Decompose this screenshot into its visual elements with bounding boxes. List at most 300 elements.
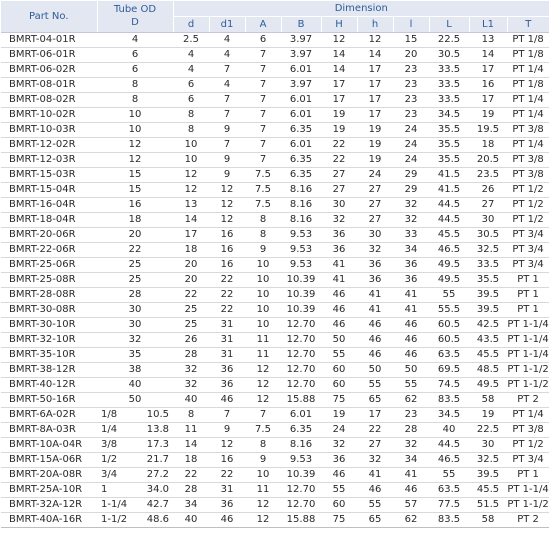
- dim-cell-d: 40: [173, 513, 209, 528]
- dim-cell-l1: 27: [469, 198, 507, 213]
- dim-cell-l1: 45.5: [469, 348, 507, 363]
- dim-cell-h-lower: 27: [357, 438, 393, 453]
- tube-od-inch: 1/4: [101, 424, 118, 435]
- dim-cell-d: 10: [173, 138, 209, 153]
- dim-cell-t: PT 1/2: [507, 438, 549, 453]
- tube-od-inch: 1-1/4: [101, 499, 128, 510]
- part-number-cell: BMRT-06-01R: [1, 48, 97, 63]
- dim-cell-d: 10: [173, 153, 209, 168]
- dim-cell-h-lower: 46: [357, 483, 393, 498]
- table-row: [1, 168, 549, 183]
- part-number-cell: BMRT-6A-02R: [1, 408, 97, 423]
- dim-cell-l-lower: 62: [393, 513, 429, 528]
- dim-cell-l1: 33.5: [469, 258, 507, 273]
- dim-cell-d: 25: [173, 303, 209, 318]
- dim-cell-a: 8: [245, 438, 281, 453]
- dim-cell-t: PT 1/8: [507, 48, 549, 63]
- dim-cell-l1: 45.5: [469, 483, 507, 498]
- dim-cell-d1: 4: [209, 33, 245, 48]
- dim-cell-h-lower: 19: [357, 153, 393, 168]
- dim-cell-h-lower: 36: [357, 273, 393, 288]
- dim-cell-b: 12.70: [281, 348, 321, 363]
- dim-cell-b: 8.16: [281, 198, 321, 213]
- dim-cell-d: 14: [173, 438, 209, 453]
- tube-od-cell: 32: [97, 333, 173, 348]
- dim-cell-d: 6: [173, 93, 209, 108]
- dim-cell-h-upper: 50: [321, 333, 357, 348]
- dim-cell-d: 8: [173, 408, 209, 423]
- dim-cell-l-upper: 55: [429, 468, 469, 483]
- dim-cell-l1: 14: [469, 48, 507, 63]
- dim-cell-b: 9.53: [281, 453, 321, 468]
- dim-cell-h-upper: 46: [321, 468, 357, 483]
- part-number-cell: BMRT-35-10R: [1, 348, 97, 363]
- part-number-cell: BMRT-8A-03R: [1, 423, 97, 438]
- dim-cell-l-lower: 23: [393, 93, 429, 108]
- dim-cell-l1: 48.5: [469, 363, 507, 378]
- dim-cell-d1: 12: [209, 438, 245, 453]
- dim-cell-l-lower: 24: [393, 138, 429, 153]
- dim-cell-t: PT 1/8: [507, 78, 549, 93]
- dim-cell-l1: 17: [469, 93, 507, 108]
- dimension-spec-table: [1, 1, 549, 528]
- dim-cell-l1: 19: [469, 108, 507, 123]
- dim-cell-l-upper: 46.5: [429, 453, 469, 468]
- dim-cell-d1: 16: [209, 453, 245, 468]
- dim-cell-h-lower: 17: [357, 108, 393, 123]
- tube-od-cell: 35: [97, 348, 173, 363]
- dim-cell-l-lower: 57: [393, 498, 429, 513]
- dim-cell-b: 9.53: [281, 243, 321, 258]
- dim-cell-t: PT 3/8: [507, 153, 549, 168]
- part-number-cell: BMRT-12-02R: [1, 138, 97, 153]
- tube-od-inch: 1: [101, 484, 108, 495]
- header-tube-od: [97, 1, 173, 33]
- dim-cell-d1: 36: [209, 498, 245, 513]
- dim-cell-d1: 4: [209, 78, 245, 93]
- dim-cell-l-lower: 36: [393, 258, 429, 273]
- dim-cell-l1: 32.5: [469, 453, 507, 468]
- dim-cell-l-lower: 46: [393, 483, 429, 498]
- dim-cell-t: PT 3/4: [507, 228, 549, 243]
- dim-cell-h-lower: 46: [357, 333, 393, 348]
- dim-cell-b: 10.39: [281, 468, 321, 483]
- dim-cell-h-lower: 46: [357, 318, 393, 333]
- dim-cell-h-lower: 41: [357, 288, 393, 303]
- dim-cell-l-upper: 55: [429, 288, 469, 303]
- tube-od-cell: [97, 453, 173, 468]
- dim-cell-h-lower: 32: [357, 453, 393, 468]
- dim-cell-l-lower: 23: [393, 408, 429, 423]
- table-row: [1, 258, 549, 273]
- tube-od-mm: 17.3: [146, 439, 169, 450]
- dim-cell-b: 6.01: [281, 408, 321, 423]
- table-row: [1, 183, 549, 198]
- header-col-a: A: [245, 17, 281, 33]
- table-row: [1, 453, 549, 468]
- dim-cell-h-upper: 22: [321, 138, 357, 153]
- tube-od-cell: 10: [97, 108, 173, 123]
- dim-cell-l1: 39.5: [469, 303, 507, 318]
- dim-cell-l1: 58: [469, 513, 507, 528]
- dim-cell-l-upper: 63.5: [429, 348, 469, 363]
- dim-cell-l-lower: 34: [393, 453, 429, 468]
- table-row: [1, 63, 549, 78]
- dim-cell-b: 10.39: [281, 303, 321, 318]
- tube-od-cell: 6: [97, 48, 173, 63]
- dim-cell-t: PT 3/4: [507, 243, 549, 258]
- part-number-cell: BMRT-30-08R: [1, 303, 97, 318]
- dim-cell-b: 12.70: [281, 498, 321, 513]
- dim-cell-a: 11: [245, 348, 281, 363]
- header-col-h-lower: h: [357, 17, 393, 33]
- part-number-cell: BMRT-50-16R: [1, 393, 97, 408]
- tube-od-cell: [97, 468, 173, 483]
- dim-cell-t: PT 1: [507, 288, 549, 303]
- part-number-cell: BMRT-40A-16R: [1, 513, 97, 528]
- dim-cell-l-lower: 29: [393, 183, 429, 198]
- dim-cell-d: 28: [173, 348, 209, 363]
- tube-od-inch: 1/8: [101, 409, 118, 420]
- dim-cell-b: 8.16: [281, 183, 321, 198]
- dim-cell-l-upper: 33.5: [429, 63, 469, 78]
- dim-cell-l-upper: 41.5: [429, 183, 469, 198]
- dim-cell-d: 13: [173, 198, 209, 213]
- dim-cell-t: PT 1: [507, 303, 549, 318]
- dim-cell-t: PT 1-1/2: [507, 498, 549, 513]
- table-row: [1, 138, 549, 153]
- dim-cell-l-upper: 22.5: [429, 33, 469, 48]
- dim-cell-l1: 35.5: [469, 273, 507, 288]
- part-number-cell: BMRT-15-03R: [1, 168, 97, 183]
- dim-cell-h-lower: 36: [357, 258, 393, 273]
- dim-cell-d: 26: [173, 333, 209, 348]
- dim-cell-l-lower: 41: [393, 303, 429, 318]
- dim-cell-h-upper: 55: [321, 483, 357, 498]
- dim-cell-a: 7: [245, 93, 281, 108]
- dim-cell-l1: 39.5: [469, 468, 507, 483]
- tube-od-cell: 15: [97, 183, 173, 198]
- dim-cell-d: 2.5: [173, 33, 209, 48]
- dim-cell-b: 3.97: [281, 33, 321, 48]
- part-number-cell: BMRT-25-06R: [1, 258, 97, 273]
- table-body: [1, 33, 549, 528]
- tube-od-cell: 30: [97, 303, 173, 318]
- dim-cell-h-upper: 27: [321, 168, 357, 183]
- dim-cell-d1: 22: [209, 303, 245, 318]
- dim-cell-d1: 9: [209, 168, 245, 183]
- dim-cell-b: 6.01: [281, 93, 321, 108]
- tube-od-cell: 28: [97, 288, 173, 303]
- dim-cell-l1: 26: [469, 183, 507, 198]
- dim-cell-h-lower: 22: [357, 423, 393, 438]
- dim-cell-a: 9: [245, 453, 281, 468]
- dim-cell-a: 7: [245, 123, 281, 138]
- tube-od-mm: 13.8: [146, 424, 169, 435]
- dim-cell-b: 6.35: [281, 168, 321, 183]
- dim-cell-a: 10: [245, 318, 281, 333]
- tube-od-cell: 12: [97, 153, 173, 168]
- dim-cell-d1: 9: [209, 423, 245, 438]
- dim-cell-t: PT 1/2: [507, 198, 549, 213]
- dim-cell-h-upper: 14: [321, 48, 357, 63]
- dim-cell-a: 7.5: [245, 168, 281, 183]
- tube-od-cell: 10: [97, 123, 173, 138]
- header-tube-od-symbol: D: [131, 17, 139, 28]
- dim-cell-d1: 16: [209, 228, 245, 243]
- tube-od-cell: 20: [97, 228, 173, 243]
- dim-cell-d1: 36: [209, 363, 245, 378]
- tube-od-mm: 34.0: [146, 484, 169, 495]
- tube-od-cell: [97, 408, 173, 423]
- dim-cell-d: 11: [173, 423, 209, 438]
- dim-cell-d1: 4: [209, 48, 245, 63]
- dim-cell-l1: 17: [469, 63, 507, 78]
- part-number-cell: BMRT-32A-12R: [1, 498, 97, 513]
- dim-cell-a: 10: [245, 288, 281, 303]
- dim-cell-t: PT 3/8: [507, 168, 549, 183]
- dim-cell-b: 12.70: [281, 333, 321, 348]
- part-number-cell: BMRT-38-12R: [1, 363, 97, 378]
- tube-od-cell: [97, 498, 173, 513]
- dim-cell-t: PT 1/2: [507, 183, 549, 198]
- dim-cell-l-upper: 55.5: [429, 303, 469, 318]
- dim-cell-d1: 12: [209, 213, 245, 228]
- dim-cell-t: PT 1/2: [507, 213, 549, 228]
- dim-cell-h-lower: 27: [357, 213, 393, 228]
- table-row: [1, 348, 549, 363]
- dim-cell-h-upper: 36: [321, 453, 357, 468]
- dim-cell-a: 7: [245, 408, 281, 423]
- part-number-cell: BMRT-10-03R: [1, 123, 97, 138]
- dim-cell-d: 8: [173, 108, 209, 123]
- dim-cell-b: 3.97: [281, 48, 321, 63]
- tube-od-mm: 42.7: [146, 499, 169, 510]
- dim-cell-l-upper: 44.5: [429, 438, 469, 453]
- part-number-cell: BMRT-12-03R: [1, 153, 97, 168]
- dim-cell-d: 32: [173, 378, 209, 393]
- tube-od-inch: 1/2: [101, 454, 118, 465]
- dim-cell-h-upper: 36: [321, 228, 357, 243]
- header-col-l-lower: l: [393, 17, 429, 33]
- dim-cell-h-upper: 17: [321, 93, 357, 108]
- table-header: [1, 1, 549, 33]
- dim-cell-l-lower: 32: [393, 213, 429, 228]
- part-number-cell: BMRT-30-10R: [1, 318, 97, 333]
- table-row: [1, 408, 549, 423]
- dim-cell-d: 22: [173, 288, 209, 303]
- table-row: [1, 288, 549, 303]
- tube-od-cell: [97, 438, 173, 453]
- table-row: [1, 78, 549, 93]
- dim-cell-t: PT 1/8: [507, 33, 549, 48]
- dim-cell-b: 6.35: [281, 153, 321, 168]
- dim-cell-l-lower: 28: [393, 423, 429, 438]
- dim-cell-h-upper: 46: [321, 318, 357, 333]
- dim-cell-h-upper: 46: [321, 288, 357, 303]
- part-number-cell: BMRT-15-04R: [1, 183, 97, 198]
- dim-cell-b: 12.70: [281, 378, 321, 393]
- dim-cell-d: 32: [173, 363, 209, 378]
- dim-cell-h-upper: 46: [321, 303, 357, 318]
- dim-cell-h-upper: 60: [321, 378, 357, 393]
- dim-cell-l-upper: 34.5: [429, 408, 469, 423]
- dim-cell-b: 6.35: [281, 123, 321, 138]
- dim-cell-h-upper: 27: [321, 183, 357, 198]
- dim-cell-d1: 7: [209, 108, 245, 123]
- dim-cell-l-upper: 49.5: [429, 258, 469, 273]
- header-col-b: B: [281, 17, 321, 33]
- dim-cell-d1: 22: [209, 273, 245, 288]
- dim-cell-a: 10: [245, 258, 281, 273]
- header-col-l-upper: L: [429, 17, 469, 33]
- dim-cell-t: PT 2: [507, 393, 549, 408]
- dim-cell-h-lower: 50: [357, 363, 393, 378]
- tube-od-inch: 3/4: [101, 469, 118, 480]
- tube-od-cell: 22: [97, 243, 173, 258]
- table-row: [1, 273, 549, 288]
- dim-cell-d: 18: [173, 243, 209, 258]
- table-row: [1, 468, 549, 483]
- dim-cell-b: 6.01: [281, 108, 321, 123]
- dim-cell-l-upper: 41.5: [429, 168, 469, 183]
- dim-cell-l1: 23.5: [469, 168, 507, 183]
- dim-cell-l-upper: 83.5: [429, 393, 469, 408]
- dim-cell-b: 9.53: [281, 258, 321, 273]
- tube-od-mm: 10.5: [146, 409, 169, 420]
- dim-cell-d: 17: [173, 228, 209, 243]
- dim-cell-a: 10: [245, 303, 281, 318]
- dim-cell-d: 28: [173, 483, 209, 498]
- dim-cell-a: 7: [245, 48, 281, 63]
- dim-cell-h-upper: 19: [321, 108, 357, 123]
- dim-cell-l-lower: 41: [393, 288, 429, 303]
- tube-od-cell: 40: [97, 378, 173, 393]
- dim-cell-l-upper: 77.5: [429, 498, 469, 513]
- dim-cell-d1: 16: [209, 258, 245, 273]
- tube-od-inch: 1-1/2: [101, 514, 128, 525]
- dim-cell-d: 40: [173, 393, 209, 408]
- dim-cell-d1: 31: [209, 348, 245, 363]
- dim-cell-l-lower: 41: [393, 468, 429, 483]
- dim-cell-l-lower: 24: [393, 153, 429, 168]
- dim-cell-l-lower: 46: [393, 318, 429, 333]
- part-number-cell: BMRT-22-06R: [1, 243, 97, 258]
- dim-cell-t: PT 1-1/4: [507, 318, 549, 333]
- header-dimension: Dimension: [173, 1, 549, 17]
- dim-cell-d1: 9: [209, 123, 245, 138]
- dim-cell-h-upper: 12: [321, 33, 357, 48]
- tube-od-cell: [97, 513, 173, 528]
- dim-cell-h-upper: 60: [321, 498, 357, 513]
- dim-cell-a: 10: [245, 273, 281, 288]
- dim-cell-l-lower: 33: [393, 228, 429, 243]
- part-number-cell: BMRT-20-06R: [1, 228, 97, 243]
- part-number-cell: BMRT-25-08R: [1, 273, 97, 288]
- dim-cell-h-upper: 22: [321, 153, 357, 168]
- dim-cell-l-upper: 30.5: [429, 48, 469, 63]
- dim-cell-l-lower: 55: [393, 378, 429, 393]
- dim-cell-h-lower: 32: [357, 243, 393, 258]
- dim-cell-l-lower: 46: [393, 348, 429, 363]
- dim-cell-l-upper: 46.5: [429, 243, 469, 258]
- tube-od-cell: 8: [97, 93, 173, 108]
- table-row: [1, 198, 549, 213]
- table-row: [1, 33, 549, 48]
- dim-cell-d: 12: [173, 168, 209, 183]
- dim-cell-t: PT 1-1/4: [507, 483, 549, 498]
- dim-cell-h-upper: 41: [321, 273, 357, 288]
- dim-cell-b: 10.39: [281, 273, 321, 288]
- dim-cell-l1: 19.5: [469, 123, 507, 138]
- dim-cell-d: 20: [173, 273, 209, 288]
- part-number-cell: BMRT-08-02R: [1, 93, 97, 108]
- dim-cell-d1: 31: [209, 333, 245, 348]
- dim-cell-l-lower: 24: [393, 123, 429, 138]
- dim-cell-d: 25: [173, 318, 209, 333]
- dim-cell-h-upper: 32: [321, 213, 357, 228]
- dim-cell-t: PT 1-1/4: [507, 348, 549, 363]
- dim-cell-d1: 7: [209, 408, 245, 423]
- dim-cell-a: 7.5: [245, 198, 281, 213]
- dim-cell-t: PT 3/8: [507, 123, 549, 138]
- tube-od-cell: 4: [97, 33, 173, 48]
- table-row: [1, 363, 549, 378]
- dim-cell-a: 6: [245, 33, 281, 48]
- dim-cell-d1: 22: [209, 288, 245, 303]
- part-number-cell: BMRT-32-10R: [1, 333, 97, 348]
- dim-cell-l-lower: 29: [393, 168, 429, 183]
- dim-cell-l-lower: 32: [393, 198, 429, 213]
- dim-cell-l-upper: 40: [429, 423, 469, 438]
- dim-cell-d: 4: [173, 63, 209, 78]
- dim-cell-h-lower: 19: [357, 138, 393, 153]
- dim-cell-d: 12: [173, 183, 209, 198]
- dim-cell-l-lower: 36: [393, 273, 429, 288]
- dim-cell-a: 12: [245, 378, 281, 393]
- dim-cell-l1: 43.5: [469, 333, 507, 348]
- dim-cell-l-upper: 44.5: [429, 213, 469, 228]
- table-row: [1, 93, 549, 108]
- header-col-l1: L1: [469, 17, 507, 33]
- dim-cell-h-lower: 65: [357, 393, 393, 408]
- dim-cell-l-lower: 23: [393, 63, 429, 78]
- dim-cell-h-upper: 60: [321, 363, 357, 378]
- tube-od-cell: 12: [97, 138, 173, 153]
- dim-cell-l-upper: 44.5: [429, 198, 469, 213]
- table-row: [1, 318, 549, 333]
- dim-cell-d1: 46: [209, 393, 245, 408]
- dim-cell-l1: 30.5: [469, 228, 507, 243]
- dim-cell-l1: 42.5: [469, 318, 507, 333]
- dim-cell-t: PT 2: [507, 513, 549, 528]
- dim-cell-h-lower: 55: [357, 378, 393, 393]
- dim-cell-d1: 31: [209, 483, 245, 498]
- part-number-cell: BMRT-06-02R: [1, 63, 97, 78]
- dim-cell-l-lower: 15: [393, 33, 429, 48]
- header-col-d1: d1: [209, 17, 245, 33]
- dim-cell-a: 12: [245, 498, 281, 513]
- part-number-cell: BMRT-10A-04R: [1, 438, 97, 453]
- dim-cell-h-upper: 14: [321, 63, 357, 78]
- dim-cell-d1: 31: [209, 318, 245, 333]
- dim-cell-t: PT 1/4: [507, 108, 549, 123]
- table-row: [1, 123, 549, 138]
- dim-cell-b: 6.01: [281, 138, 321, 153]
- dim-cell-h-lower: 12: [357, 33, 393, 48]
- dim-cell-t: PT 1: [507, 468, 549, 483]
- dim-cell-l1: 49.5: [469, 378, 507, 393]
